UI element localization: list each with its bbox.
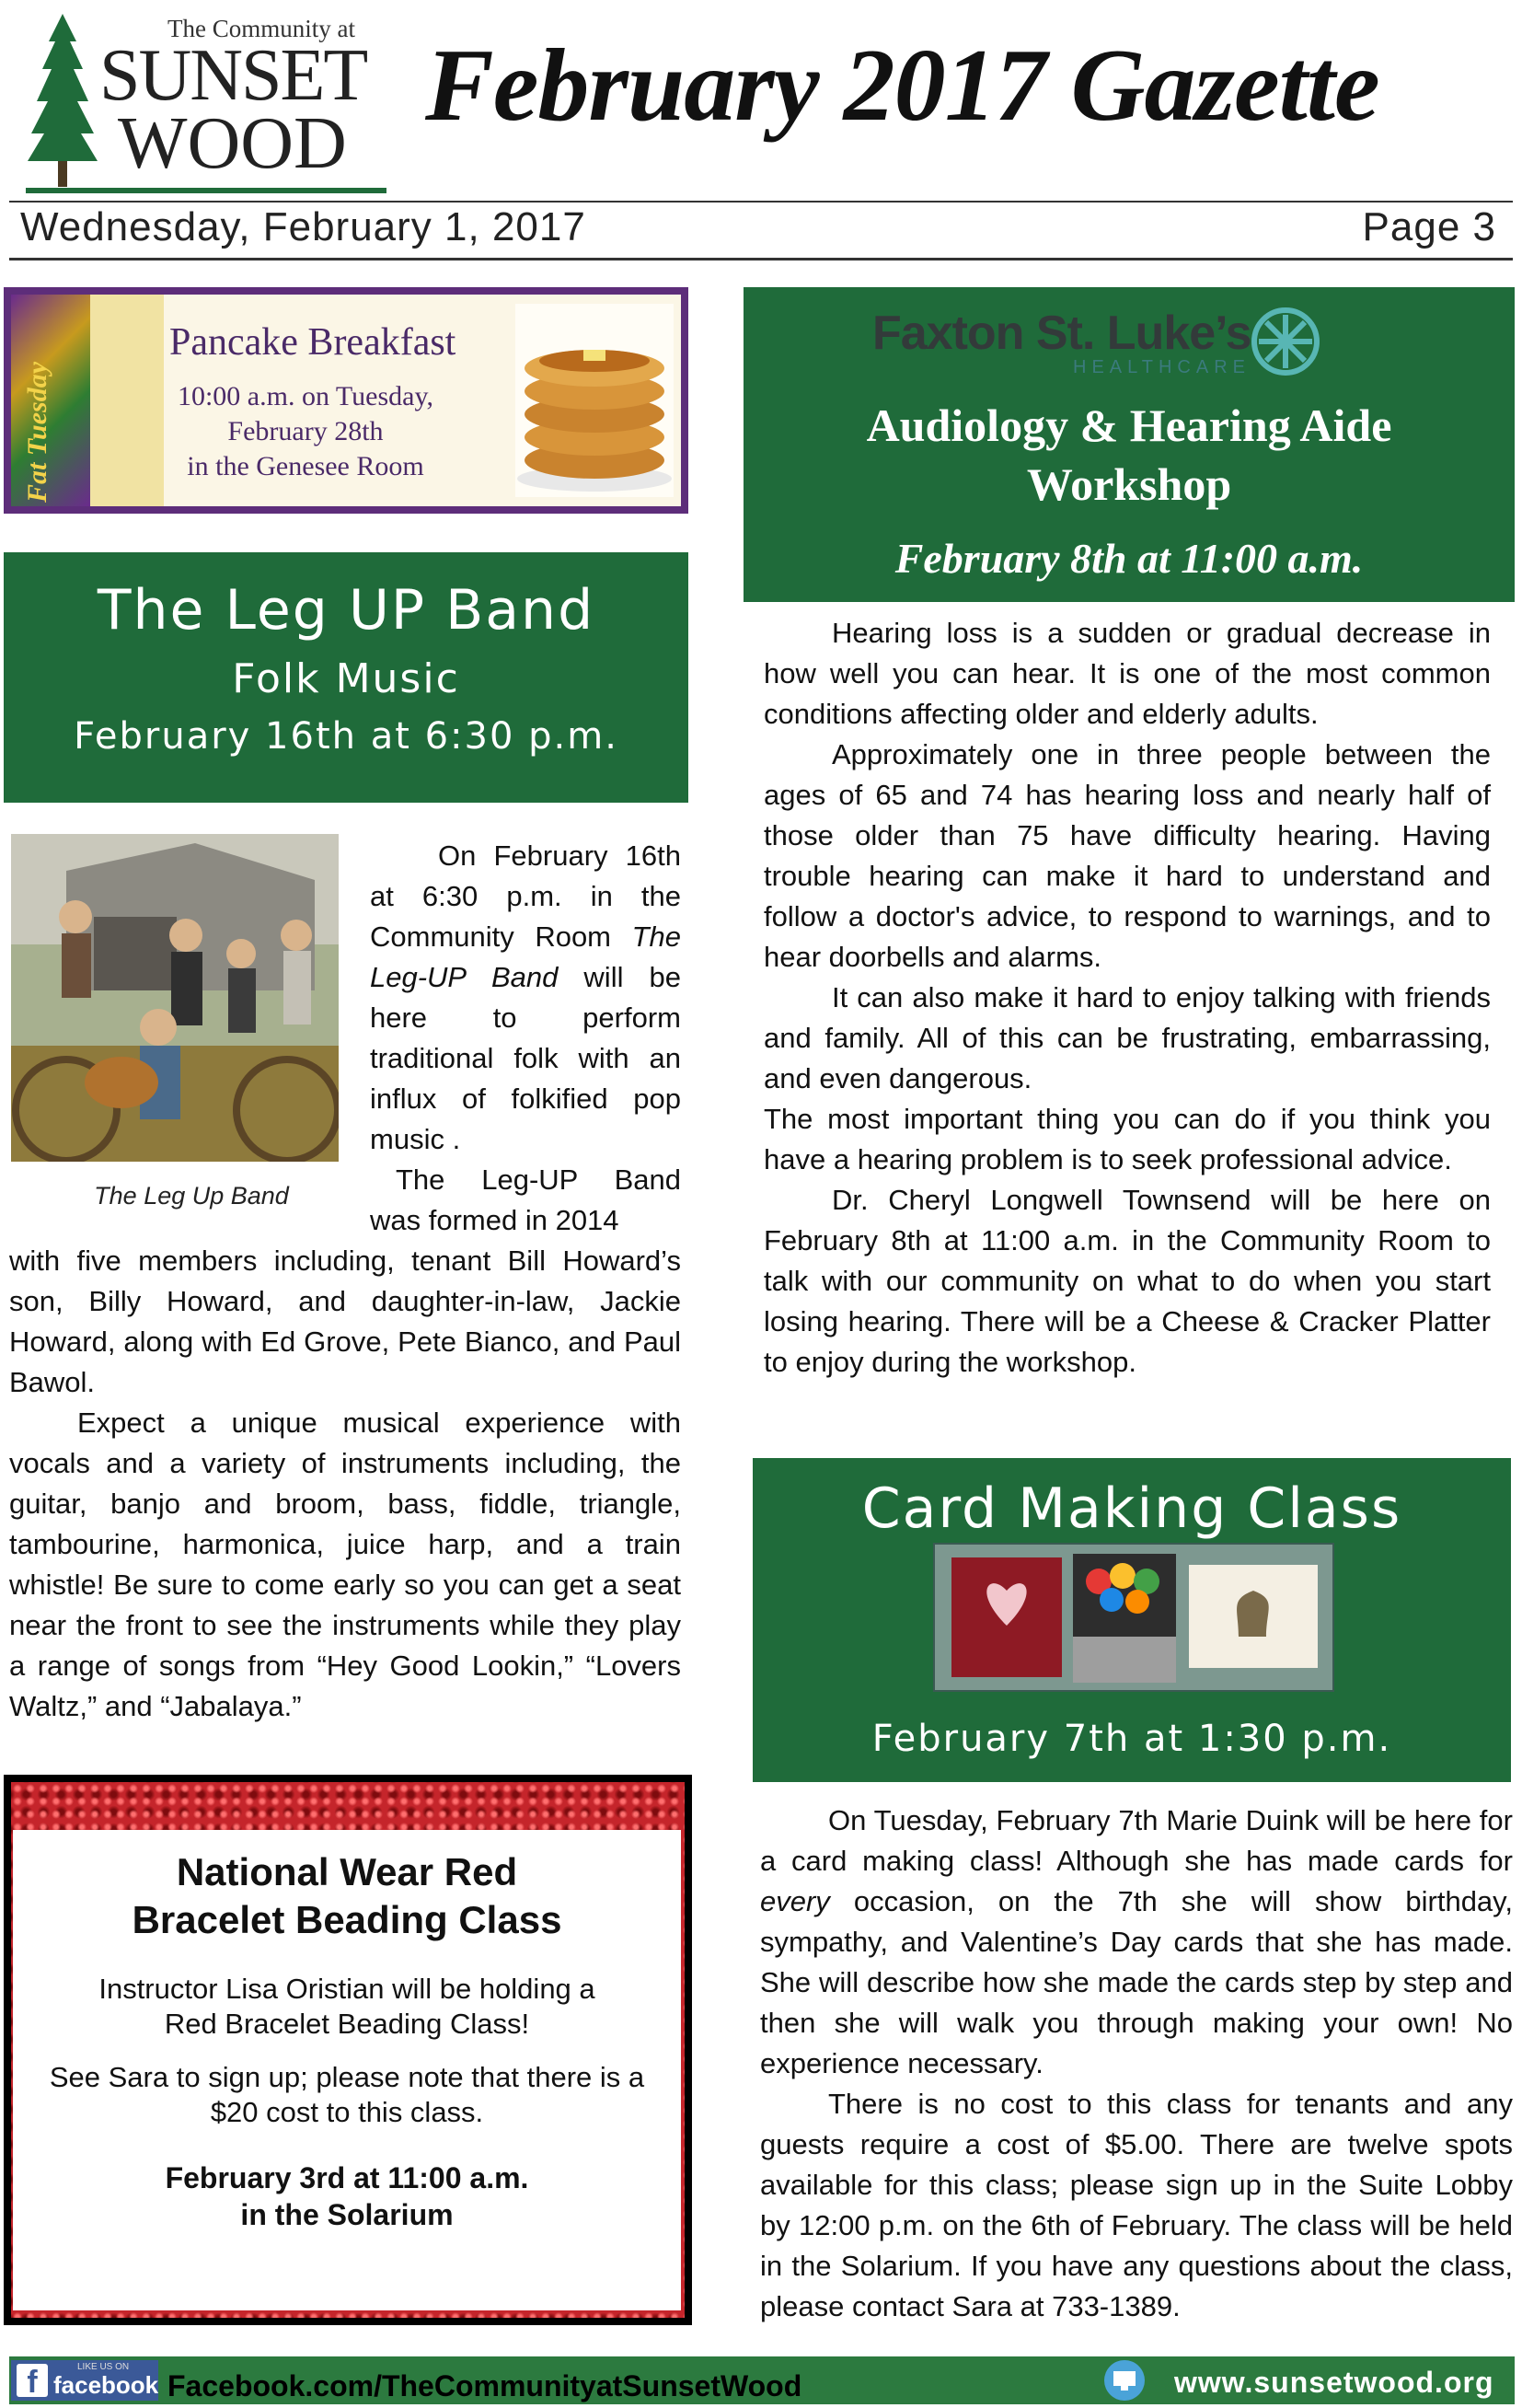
card-making-title: Card Making Class — [861, 1476, 1402, 1541]
sunset-wood-logo — [18, 9, 386, 198]
issue-date: Wednesday, February 1, 2017 — [20, 204, 586, 249]
bracelet-signup: See Sara to sign up; please note that there is a $20 cost to this class. — [49, 2061, 645, 2128]
leg-up-paragraph-2-start: The Leg-UP Band was formed in 2014 — [370, 1163, 681, 1236]
audiology-article — [764, 613, 1491, 1383]
leg-up-article-top — [370, 836, 681, 1241]
audiology-paragraph-5: Dr. Cheryl Longwell Townsend will be here on February 8th at 11:00 a.m. in the Community Room to talk with our community on what to do when you start losing hearing. There will be a Cheese & Cracker Platter to enjoy during the workshop. — [764, 1184, 1491, 1378]
faxton-brand: Faxton St. Luke’s — [872, 307, 1251, 360]
facebook-wordmark: facebook — [53, 2371, 159, 2399]
pine-tree-icon — [26, 14, 99, 189]
card-making-paragraph-1: On Tuesday, February 7th Marie Duink will be here for a card making class! Although she has made cards for every occasion, on the 7th she will show birthday, sympathy, and Valentine’s Day cards that she has made. She will describe how she made the cards step by step and then she will walk you through making your own! No experience necessary. — [760, 1804, 1513, 2079]
bracelet-title: National Wear Red Bracelet Beading Class — [132, 1850, 562, 1941]
pancake-breakfast-banner — [4, 287, 688, 514]
leg-up-band-header — [4, 552, 688, 803]
bracelet-card — [13, 1830, 681, 2310]
leg-up-paragraph-2-rest: with five members including, tenant Bill Howard’s son, Billy Howard, and daughter-in-law, Jackie Howard, along with Ed Grove, Pete Bianco, and Paul Bawol. — [9, 1245, 681, 1398]
gazette-title: February 2017 Gazette — [425, 29, 1379, 143]
logo-small-text: The Community at — [167, 15, 355, 42]
logo-sunset-text: SUNSET — [99, 35, 367, 116]
greeting-cards-image — [933, 1543, 1334, 1692]
pancake-stack-image — [515, 304, 674, 497]
bracelet-date: February 3rd at 11:00 a.m. in the Solarium — [165, 2161, 529, 2231]
audiology-paragraph-4: The most important thing you can do if you think you have a hearing problem is to seek professional advice. — [764, 1103, 1491, 1175]
leg-up-article-bottom — [9, 1241, 681, 1727]
leg-up-genre: Folk Music — [232, 655, 460, 702]
facebook-badge[interactable] — [11, 2360, 158, 2401]
facebook-url-link[interactable]: Facebook.com/TheCommunityatSunsetWood — [167, 2369, 802, 2402]
website-link[interactable]: www.sunsetwood.org — [1174, 2366, 1494, 2399]
audiology-paragraph-1: Hearing loss is a sudden or gradual decrease in how well you can hear. It is one of the most common conditions affecting older and elderly adults. — [764, 617, 1491, 730]
audiology-date: February 8th at 11:00 a.m. — [894, 535, 1364, 582]
header-divider-top — [9, 201, 1513, 203]
web-icon — [1102, 2358, 1147, 2402]
faxton-healthcare: HEALTHCARE — [1073, 357, 1251, 377]
header-divider-bottom — [9, 258, 1513, 260]
leg-up-date: February 16th at 6:30 p.m. — [74, 715, 618, 758]
band-photo-caption: The Leg Up Band — [94, 1182, 289, 1210]
audiology-title: Audiology & Hearing Aide Workshop — [866, 399, 1392, 510]
bracelet-instructor: Instructor Lisa Oristian will be holding a Red Bracelet Beading Class! — [98, 1973, 595, 2040]
card-making-paragraph-2: There is no cost to this class for tenants and any guests require a cost of $5.00. There are twelve spots available for this class; please sign up in the Suite Lobby by 12:00 p.m. on the 6th of February. The class will be held in the Solarium. If you have any questions about the class, please contact Sara at 733-1389. — [760, 2088, 1513, 2322]
band-photo — [11, 834, 339, 1162]
leg-up-paragraph-3: Expect a unique musical experience with vocals and a variety of instruments including, the guitar, banjo and broom, bass, fiddle, triangle, tambourine, harmonica, juice harp, and a train whistle! Be sure to come early so you can get a seat near the front to see the instruments while they play a range of songs from “Hey Good Lookin,” “Lovers Waltz,” and “Jabalaya.” — [9, 1407, 681, 1722]
like-us-label: LIKE US ON — [77, 2362, 130, 2372]
leg-up-title: The Leg UP Band — [97, 578, 595, 643]
page-number: Page 3 — [1362, 204, 1496, 249]
logo-underline — [26, 188, 386, 193]
logo-wood-text: WOOD — [118, 103, 347, 184]
audiology-paragraph-2: Approximately one in three people between the ages of 65 and 74 has hearing loss and nearly half of those older than 75 have difficulty hearing. Having trouble hearing can make it hard to understand and follow a doctor's advice, to respond to warnings, and to hear doorbells and alarms. — [764, 738, 1491, 973]
card-making-article — [760, 1800, 1513, 2327]
audiology-paragraph-3: It can also make it hard to enjoy talking with friends and family. All of this can be frustrating, embarrassing, and even dangerous. — [764, 981, 1491, 1094]
faxton-logo-icon — [1251, 307, 1320, 376]
bracelet-beading-panel — [4, 1775, 692, 2325]
card-making-date: February 7th at 1:30 p.m. — [871, 1718, 1392, 1760]
pancake-title: Pancake Breakfast — [169, 321, 456, 364]
audiology-workshop-header — [744, 287, 1515, 602]
leg-up-paragraph-1: On February 16th at 6:30 p.m. in the Community Room The Leg-UP Band will be here to perform traditional folk with an influx of folkified pop music . — [370, 839, 681, 1155]
facebook-icon: f — [17, 2364, 48, 2397]
pancake-details: 10:00 a.m. on Tuesday, February 28th in the Genesee Room — [177, 381, 434, 481]
card-making-header — [753, 1458, 1511, 1782]
fat-tuesday-label: Fat Tuesday — [22, 361, 52, 503]
